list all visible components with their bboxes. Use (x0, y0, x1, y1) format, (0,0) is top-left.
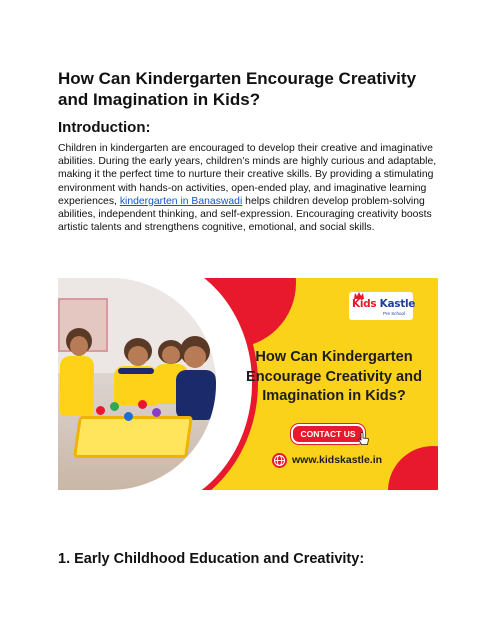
child-shirt (60, 356, 94, 416)
globe-icon (272, 453, 287, 468)
kids-kastle-logo (349, 292, 416, 320)
child-face (184, 346, 206, 368)
website-url[interactable]: www.kidskastle.in (292, 454, 383, 466)
intro-heading: Introduction: (58, 119, 151, 136)
banner-title: How Can Kindergarten Encourage Creativity and Imagination in Kids? (246, 349, 422, 404)
child-face (162, 346, 180, 364)
child-face (70, 336, 88, 356)
toy-gear (96, 406, 105, 415)
logo-word-kastle: Kastle (379, 298, 416, 310)
banner-red-circle-bottom-right (388, 446, 438, 490)
toy-gear (152, 408, 161, 417)
hand-cursor-icon (358, 432, 370, 446)
intro-text-part1: Children in kindergarten are encouraged to develop their creative and imaginative abilities. During the early years, children’s minds are highly curious and adaptable, making it the perfect time to nurture their creative skills. By providing a stimulating environment with hands-on activities, open-ended play, and imaginative learning experiences, (58, 143, 437, 207)
logo-wordmark (352, 298, 415, 310)
section-1-heading: 1. Early Childhood Education and Creativity: (58, 551, 365, 567)
promo-banner (58, 278, 438, 490)
child-shirt-trim (118, 368, 154, 374)
logo-word-kids: Kids (352, 298, 380, 310)
toy-gear (124, 412, 133, 421)
intro-text-part2: helps children develop problem-solving abilities, independent thinking, and self-expression. Encouraging creativity boosts artistic talents and strengthens cognitive, emotional, and social skills. (58, 195, 432, 234)
play-table (73, 416, 193, 458)
toy-gear (110, 402, 119, 411)
child-face (128, 346, 148, 366)
intro-paragraph (58, 142, 444, 234)
logo-subtitle: Pre School (383, 311, 406, 316)
toy-gear (138, 400, 147, 409)
page-title: How Can Kindergarten Encourage Creativity and Imagination in Kids? (58, 69, 417, 109)
kindergarten-banaswadi-link[interactable]: kindergarten in Banaswadi (119, 195, 243, 207)
contact-us-button[interactable]: CONTACT US (291, 424, 365, 444)
child-shirt (176, 370, 216, 420)
